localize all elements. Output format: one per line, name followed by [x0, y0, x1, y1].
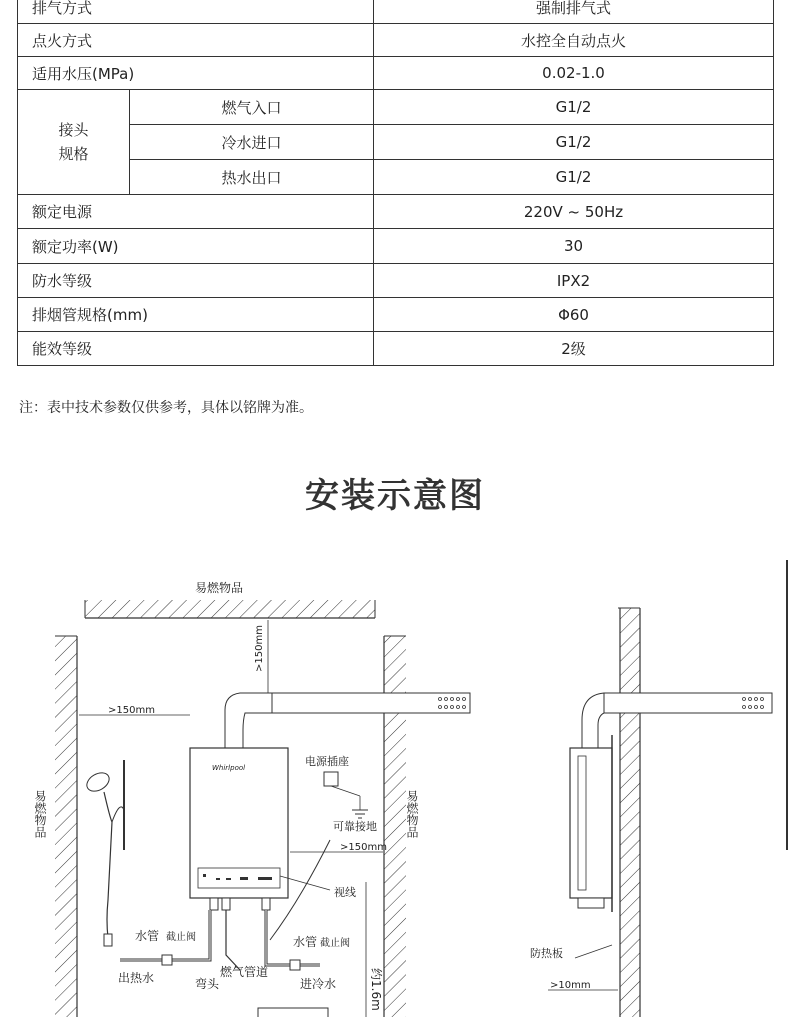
side-view	[530, 608, 772, 1017]
row-value: IPX2	[374, 264, 774, 298]
power-socket	[305, 754, 377, 833]
row-value: G1/2	[374, 125, 774, 160]
row-value: 2级	[374, 332, 774, 366]
row-label: 额定功率(W)	[18, 229, 374, 264]
table-footnote: 注：表中技术参数仅供参考，具体以铭牌为准。	[19, 400, 313, 416]
group-label-line1: 接头	[58, 121, 89, 139]
shower	[84, 760, 124, 946]
water-pipe-right-label: 水管	[293, 935, 318, 949]
installation-diagram	[0, 560, 790, 1017]
water-pipe-left-label: 水管	[135, 929, 160, 943]
ceiling-flammable	[85, 580, 375, 618]
row-value: G1/2	[374, 90, 774, 125]
sight-line	[280, 876, 356, 899]
gas-pipe-label: 燃气管道	[220, 965, 269, 979]
row-label: 点火方式	[18, 24, 374, 57]
sub-label: 冷水进口	[130, 125, 374, 160]
table-row	[18, 195, 774, 229]
flammable-top-label: 易燃物品	[195, 581, 244, 595]
row-label: 能效等级	[18, 332, 374, 366]
hot-water-out-label: 出热水	[118, 971, 155, 985]
dimension-right	[290, 842, 387, 853]
height-label: 约1.6m	[369, 968, 383, 1011]
sight-line-label: 视线	[334, 886, 356, 899]
table-row	[18, 57, 774, 90]
row-value: 强制排气式	[374, 0, 774, 24]
dim-top-label: >150mm	[254, 625, 265, 672]
table-row	[18, 264, 774, 298]
dimension-top	[254, 620, 268, 693]
elbow-label: 弯头	[195, 977, 220, 991]
table-row	[18, 0, 774, 24]
sub-label: 燃气入口	[130, 90, 374, 125]
table-row	[18, 332, 774, 366]
flammable-right-label: 易燃物品	[405, 790, 419, 838]
left-wall	[33, 636, 77, 1017]
exhaust-pipe	[225, 693, 470, 750]
row-label: 适用水压(MPa)	[18, 57, 374, 90]
valve-right-label: 截止阀	[320, 938, 350, 949]
row-label: 排烟管规格(mm)	[18, 298, 374, 332]
section-title: 安装示意图	[305, 476, 485, 516]
dim-10-label: >10mm	[550, 980, 591, 991]
sub-label: 热水出口	[130, 160, 374, 195]
power-socket-label: 电源插座	[305, 755, 349, 768]
group-label-line2: 规格	[58, 145, 89, 163]
brand-label: Whirlpool	[212, 764, 246, 772]
dimension-left	[79, 705, 190, 716]
row-label: 排气方式	[18, 0, 374, 24]
row-value: 水控全自动点火	[374, 24, 774, 57]
heat-shield-label: 防热板	[530, 947, 563, 960]
cold-water-in-label: 进冷水	[300, 977, 337, 991]
table-row	[18, 160, 774, 195]
height-dimension	[366, 882, 383, 1017]
water-heater	[190, 748, 288, 910]
table-row	[18, 24, 774, 57]
table-row	[18, 90, 774, 125]
dim-left-label: >150mm	[108, 705, 155, 716]
row-value: 0.02-1.0	[374, 57, 774, 90]
row-value: Φ60	[374, 298, 774, 332]
spec-table	[17, 0, 774, 366]
dim-right-label: >150mm	[340, 842, 387, 853]
row-value: 30	[374, 229, 774, 264]
row-value: G1/2	[374, 160, 774, 195]
table-row	[18, 229, 774, 264]
valve-left-label: 截止阀	[166, 932, 196, 943]
row-label: 额定电源	[18, 195, 374, 229]
ground-label: 可靠接地	[333, 820, 377, 833]
connector-group-label	[18, 90, 130, 195]
table-row	[18, 298, 774, 332]
row-value: 220V ~ 50Hz	[374, 195, 774, 229]
table-row	[18, 125, 774, 160]
row-label: 防水等级	[18, 264, 374, 298]
flammable-left-label: 易燃物品	[33, 790, 47, 838]
